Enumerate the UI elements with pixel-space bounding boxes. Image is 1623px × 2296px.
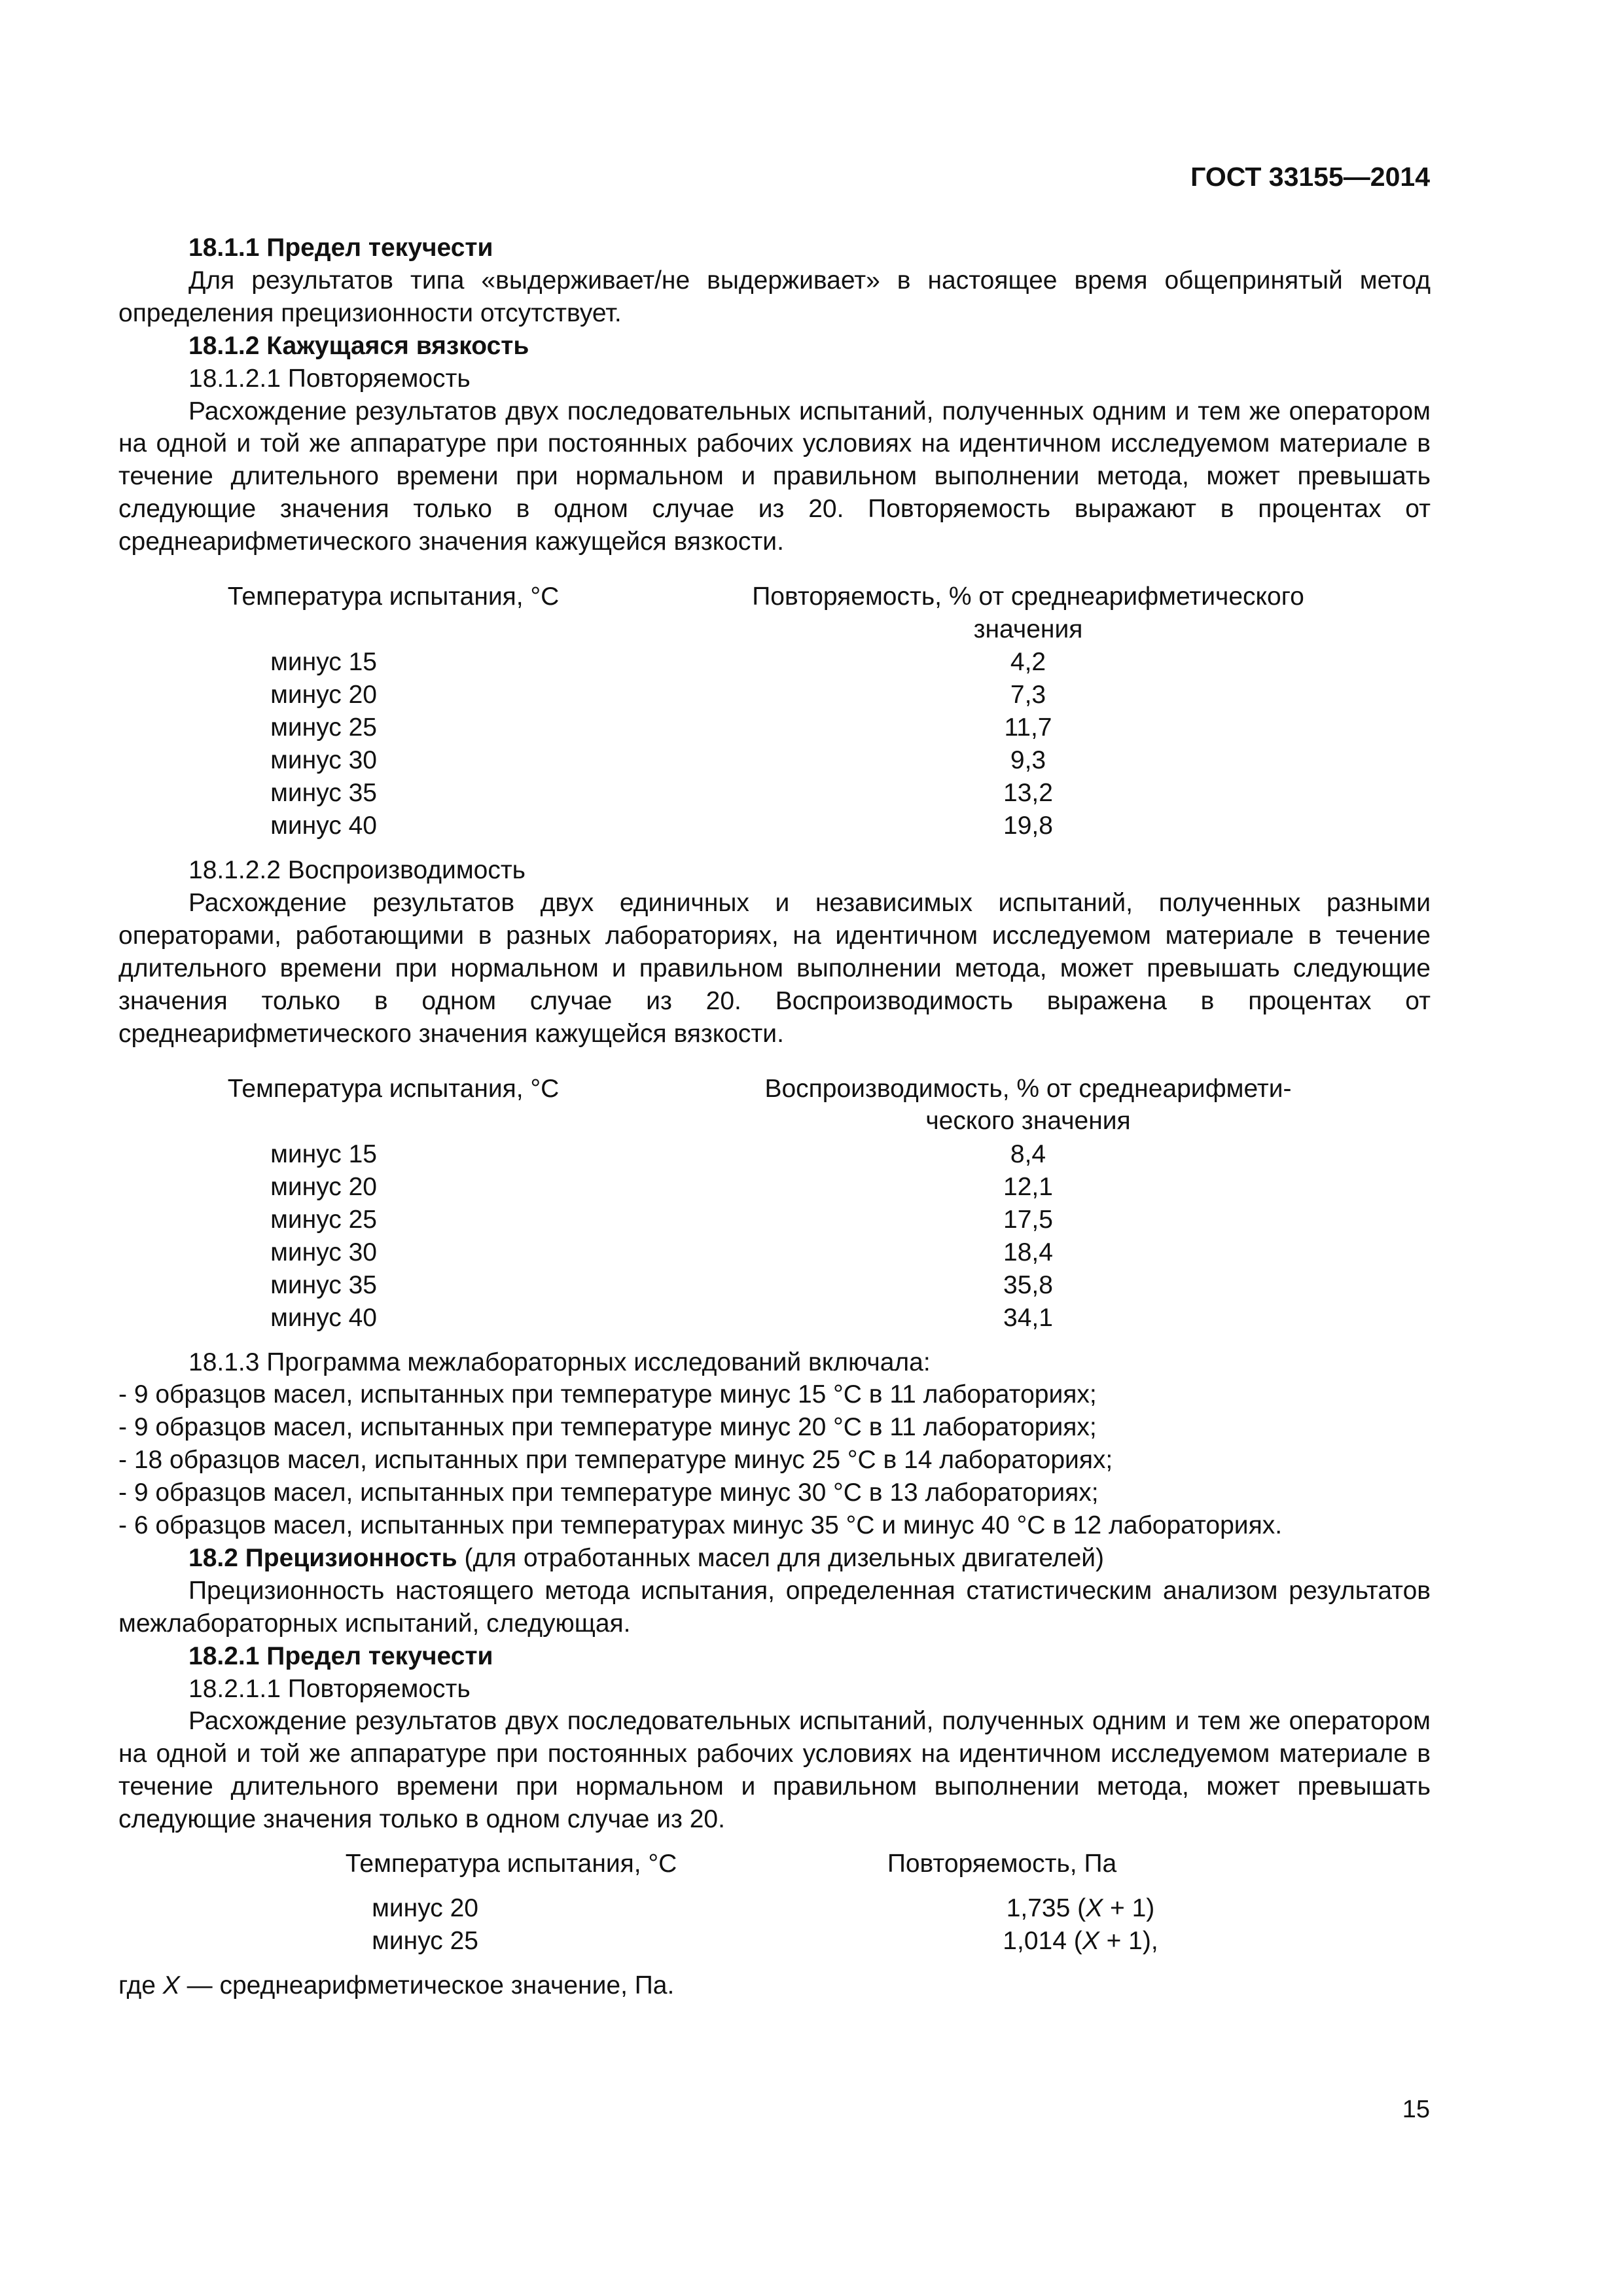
- paragraph: Для результатов типа «выдерживает/не выдерживает» в настоящее время общепринятый метод определения прецизионности отсутствует.: [118, 266, 1431, 327]
- subsection-heading: 18.1.2.2 Воспроизводимость: [188, 856, 526, 885]
- table-row: минус 20 12,1: [270, 1172, 1053, 1201]
- table-header: Температура испытания, °C: [227, 583, 560, 611]
- table-row: минус 40 19,8: [270, 812, 1053, 840]
- yield-stress-repeatability-table: [118, 1848, 1431, 1958]
- paragraph: Расхождение результатов двух единичных и независимых испытаний, полученных разными операторами, работающими в разных лабораториях, на идентичном исследуемом материале в течение длительного времени при нормальном и правильном выполнении метода, может превышать следующие значения только в одном случае из 20. Воспроизводимость выражена в процентах от среднеарифметического значения кажущейся вязкости.: [118, 888, 1431, 1048]
- table-header: Температура испытания, °C: [345, 1850, 677, 1878]
- table-header: Температура испытания, °C: [227, 1074, 560, 1103]
- table-row: минус 35 35,8: [270, 1270, 1053, 1299]
- section-heading: 18.1.1 Предел текучести: [188, 234, 493, 262]
- table-row: минус 30 18,4: [270, 1238, 1053, 1266]
- table-row: минус 25 11,7: [270, 713, 1052, 742]
- list-item: - 6 образцов масел, испытанных при температурах минус 35 °С и минус 40 °С в 12 лабораториях.: [118, 1511, 1283, 1540]
- table-row: минус 25 1,014 (X + 1),: [372, 1927, 1158, 1956]
- subsection-heading: 18.2.1.1 Повторяемость: [188, 1674, 471, 1703]
- page-number: 15: [1402, 2096, 1430, 2123]
- list-item: - 9 образцов масел, испытанных при температуре минус 15 °С в 11 лабораториях;: [118, 1380, 1097, 1409]
- table-row: минус 15 4,2: [270, 648, 1046, 677]
- table-row: минус 40 34,1: [270, 1303, 1053, 1332]
- section-heading: 18.2 Прецизионность (для отработанных масел для дизельных двигателей): [188, 1543, 1105, 1572]
- list-item: - 9 образцов масел, испытанных при температуре минус 30 °С в 13 лабораториях;: [118, 1479, 1099, 1507]
- table-header: Воспроизводимость, % от среднеарифмети- ческого значения: [764, 1074, 1292, 1136]
- list-item: - 9 образцов масел, испытанных при температуре минус 20 °С в 11 лабораториях;: [118, 1413, 1097, 1442]
- table-header: Повторяемость, % от среднеарифметического значения: [752, 583, 1304, 643]
- paragraph: Расхождение результатов двух последовательных испытаний, полученных одним и тем же оператором на одной и той же аппаратуре при постоянных рабочих условиях на идентичном исследуемом материале в течение длительного времени при нормальном и правильном выполнении метода, может превышать следующие значения только в одном случае из 20. Повторяемость выражают в процентах от среднеарифметического значения кажущейся вязкости.: [118, 397, 1431, 556]
- reproducibility-table: [118, 1073, 1431, 1335]
- standard-designation: ГОСТ 33155—2014: [1190, 162, 1430, 192]
- paragraph: Расхождение результатов двух последовательных испытаний, полученных одним и тем же оператором на одной и той же аппаратуре при постоянных рабочих условиях на идентичном исследуемом материале в течение длительного времени при нормальном и правильном выполнении метода, может превышать следующие значения только в одном случае из 20.: [118, 1707, 1431, 1834]
- subsection-heading: 18.1.2.1 Повторяемость: [188, 364, 471, 393]
- document-body: [118, 232, 1431, 2002]
- section-heading: 18.1.2 Кажущаяся вязкость: [188, 331, 529, 360]
- section-heading: 18.2.1 Предел текучести: [188, 1641, 493, 1670]
- table-row: минус 25 17,5: [270, 1205, 1053, 1234]
- table-row: минус 30 9,3: [270, 746, 1046, 775]
- table-row: минус 35 13,2: [270, 779, 1053, 808]
- table-row: минус 20 7,3: [270, 681, 1046, 709]
- repeatability-table: [118, 581, 1431, 842]
- table-header: Повторяемость, Па: [887, 1850, 1117, 1878]
- list-item: - 18 образцов масел, испытанных при температуре минус 25 °С в 14 лабораториях;: [118, 1446, 1113, 1475]
- paragraph: Прецизионность настоящего метода испытания, определенная статистическим анализом результатов межлабораторных испытаний, следующая.: [118, 1576, 1431, 1638]
- where-note: где X — среднеарифметическое значение, Па.: [118, 1971, 675, 2000]
- subsection-heading: 18.1.3 Программа межлабораторных исследований включала:: [188, 1348, 931, 1376]
- table-row: минус 20 1,735 (X + 1): [372, 1894, 1155, 1923]
- table-row: минус 15 8,4: [270, 1139, 1046, 1168]
